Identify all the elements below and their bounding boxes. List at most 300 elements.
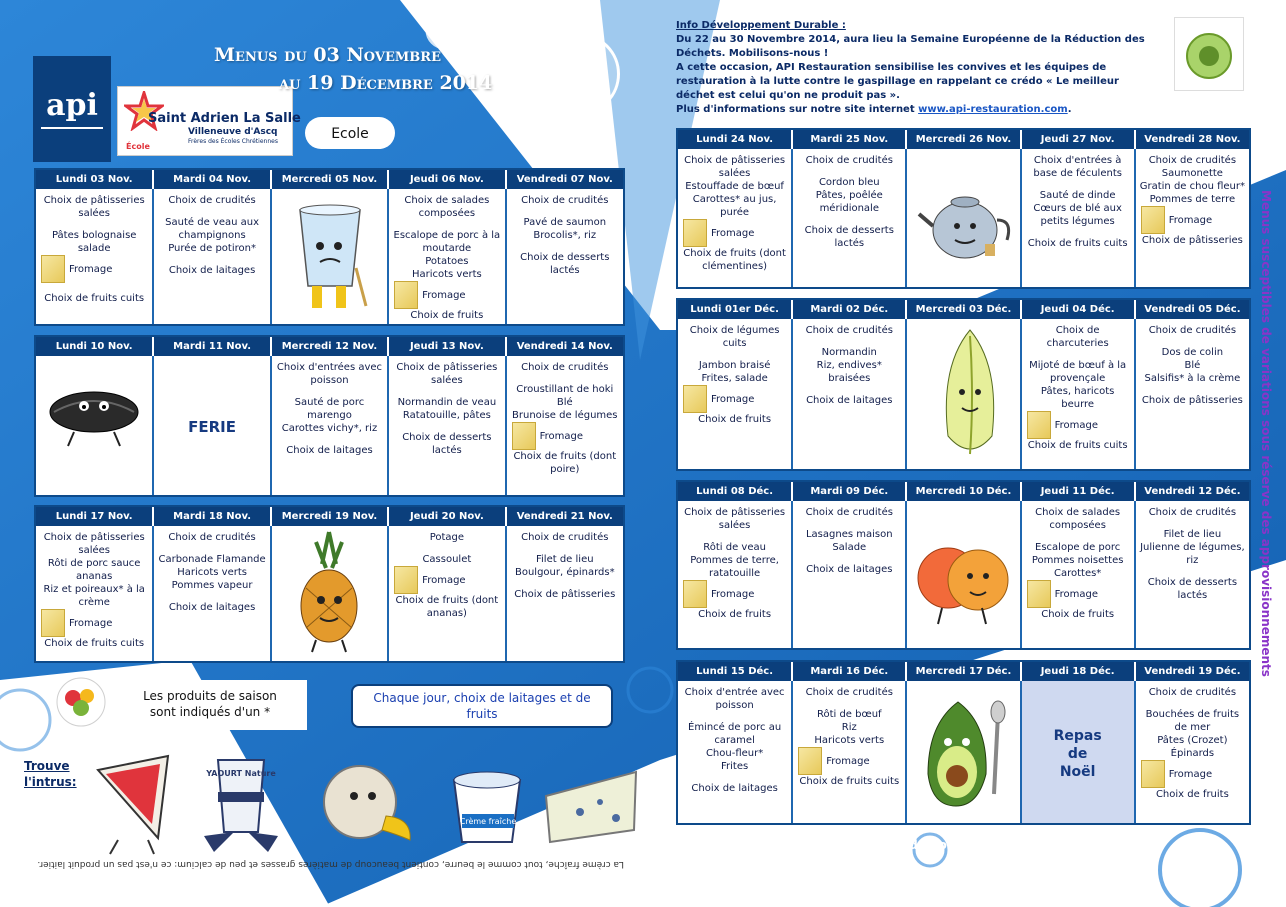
spacer [1139,519,1246,528]
menu-item: Pâtes (Crozet) [1157,735,1228,746]
fromage-line [510,422,620,450]
menu-item: Riz [841,722,857,733]
menu-item: Choix de fruits cuits [44,293,145,304]
menu-item: Choix de pâtisseries [1141,235,1243,246]
vertical-note: Menus susceptibles de variations sous réserve des approvisionnements [1259,190,1273,677]
teapot-icon [915,160,1015,280]
menu-item: Escalope de porc à la moutarde [393,230,501,254]
avocado-icon [918,694,1010,818]
menu-item: Choix d'entrée avec poisson [684,687,785,711]
menu-item: Pâtes, haricots beurre [1040,386,1115,410]
spacer [796,519,902,528]
fromage-label: Fromage [422,289,466,301]
menu-item: Pommes vapeur [171,580,253,591]
menu-item: Choix de crudités [521,195,609,206]
cheese-label-icon [512,422,536,450]
menu-item: Escalope de porc [1035,542,1121,553]
creme-text: Crème fraîche [459,817,517,826]
menu-item: Cordon bleu [818,177,880,188]
menu-item: Épinards [1170,748,1215,759]
menu-item: Blé [556,397,573,408]
menu-item: Choix de laitages [168,602,256,613]
grapefruit-icon [912,530,1012,630]
spacer [1025,180,1131,189]
menu-item: Normandin [821,347,877,358]
day-header: Mardi 16 Déc. [792,662,906,681]
menu-item: Estouffade de bœuf [685,181,784,192]
menu-cell [792,681,906,823]
day-header: Vendredi 12 Déc. [1135,482,1249,501]
menu-item: Choix de crudités [168,532,256,543]
spacer [392,422,501,431]
spacer [392,387,501,396]
menu-cell [153,189,270,324]
seasonal-legend [113,680,307,730]
menu-item: Pavé de saumon [523,217,607,228]
fromage-label: Fromage [422,574,466,586]
menu-item: Choix de fruits (dont clémentines) [683,248,786,272]
day-header: Vendredi 21 Nov. [506,507,623,526]
menu-cell [678,681,792,823]
fromage-label: Fromage [539,430,583,442]
fromage-line [681,219,788,247]
menu-item: Carbonade Flamande [158,554,266,565]
pineapple-icon [286,528,372,656]
spacer [1025,228,1131,237]
day-header: Mardi 09 Déc. [792,482,906,501]
menu-item: Croustillant de hoki [516,384,614,395]
title-line2: au 19 Décembre 2014 [279,72,493,94]
day-header: Mardi 02 Déc. [792,300,906,319]
creme-fraiche-character-icon [436,756,540,856]
menu-item: Choix de fruits (dont ananas) [395,595,499,619]
spacer [796,167,902,176]
menu-item: Potage [429,532,465,543]
menu-cell [678,319,792,469]
day-header: Lundi 03 Nov. [36,170,153,189]
menu-cell [1135,681,1249,823]
day-header: Vendredi 05 Déc. [1135,300,1249,319]
api-logo [33,56,111,162]
fromage-label: Fromage [1168,768,1213,780]
day-header: Jeudi 04 Déc. [1021,300,1135,319]
menu-item: Choix de laitages [691,783,778,794]
day-header: Mercredi 19 Nov. [271,507,388,526]
menu-item: Choix de charcuteries [1046,325,1109,349]
spacer [796,385,902,394]
fromage-label: Fromage [1168,214,1213,226]
cheese-label-icon [683,580,707,608]
menu-cell [36,189,153,324]
spacer [157,544,266,553]
serd-logo [1174,17,1244,91]
ecole-label: Ecole [331,126,369,142]
menu-item: Choix d'entrées à base de féculents [1033,155,1122,179]
day-header: Mercredi 10 Déc. [906,482,1020,501]
intrus-label: Trouve l'intrus: [24,759,77,789]
spacer [681,712,788,721]
menu-cell [506,526,623,661]
menu-item: Gratin de chou fleur* [1139,181,1245,192]
menu-item: Filet de lieu [1163,529,1222,540]
spacer [157,207,266,216]
menu-cell [506,356,623,495]
menu-item: Choix de fruits cuits [1027,440,1128,451]
day-header: Jeudi 13 Nov. [388,337,505,356]
info-block [676,19,1146,117]
fromage-line [392,281,501,309]
fromage-label: Fromage [826,755,870,767]
seasonal-legend-text: Les produits de saison sont indiqués d'un * [143,689,277,719]
day-header: Mercredi 03 Déc. [906,300,1020,319]
cheese-label-icon [1027,411,1051,439]
spacer [157,255,266,264]
menu-item: Carottes vichy*, riz [281,423,378,434]
menu-item: Choix de pâtisseries salées [43,195,145,219]
menu-item: Choix de fruits (dont poire) [513,451,617,475]
fromage-line [392,566,501,594]
fromage-line [681,385,788,413]
spacer [796,554,902,563]
day-header: Jeudi 06 Nov. [388,170,505,189]
school-name: Saint Adrien La Salle [148,111,301,126]
school-sub: Frères des Écoles Chrétiennes [188,138,278,145]
day-header: Mercredi 12 Nov. [271,337,388,356]
day-header: Lundi 17 Nov. [36,507,153,526]
menu-item: Haricots verts [177,567,247,578]
menu-item: Pommes de terre [1149,194,1236,205]
spacer [1139,567,1246,576]
upside-note: La crème fraîche, tout comme le beurre, contient beaucoup de matières grasses et peu de calcium: ce n'est pas un produit laitier. [37,859,624,869]
menu-item: Noël [1059,763,1096,780]
spacer [681,773,788,782]
day-header: Lundi 08 Déc. [678,482,792,501]
day-header: Vendredi 14 Nov. [506,337,623,356]
menu-item: Mijoté de bœuf à la provençale [1029,360,1127,384]
menu-item: Brocolis*, riz [533,230,597,241]
fromage-label: Fromage [1054,419,1098,431]
menu-item: Julienne de légumes, riz [1140,542,1245,566]
day-header: Lundi 24 Nov. [678,130,792,149]
menu-item: Riz et poireaux* à la crème [43,584,145,608]
spacer [510,242,620,251]
menu-item: Choix de desserts lactés [402,432,492,456]
menu-item: Choix de pâtisseries salées [43,532,145,556]
fromage-line [796,747,902,775]
menu-item: Dos de colin [1161,347,1224,358]
fromage-line [1025,580,1131,608]
spacer [510,374,620,383]
day-header: Lundi 01er Déc. [678,300,792,319]
cheese-label-icon [41,255,65,283]
spacer [157,592,266,601]
menu-item: Choix de crudités [1148,155,1237,166]
cheese-label-icon [1141,206,1165,234]
menu-item: Frites, salade [701,373,768,384]
menu-item: Blé [1184,360,1201,371]
menu-item: Choix de desserts lactés [804,225,894,249]
menu-item: Rôti de porc sauce ananas [47,558,141,582]
menu-item: Choix de crudités [805,155,893,166]
menu-item: Choix de desserts lactés [520,252,610,276]
menu-item: Repas [1053,727,1102,744]
day-header: Jeudi 18 Déc. [1021,662,1135,681]
menu-item: Choix de laitages [168,265,256,276]
menu-item: Émincé de porc au caramel [688,722,782,746]
day-header: Mercredi 26 Nov. [906,130,1020,149]
menu-item: Boulgour, épinards* [514,567,615,578]
menu-cell [792,149,906,287]
menu-item: Cœurs de blé aux petits légumes [1033,203,1122,227]
spacer [1139,699,1246,708]
day-header: Mardi 04 Nov. [153,170,270,189]
spacer [510,544,620,553]
menu-item: Choix de fruits cuits [799,776,900,787]
daily-legend-text: Chaque jour, choix de laitages et de fruits [373,691,591,721]
menu-cell [792,501,906,648]
menu-cell [388,356,505,495]
info-more: Plus d'informations sur notre site internet [676,104,915,115]
menu-item: de [1067,745,1088,762]
cheese-label-icon [394,566,418,594]
menu-item: Choix de fruits [1041,609,1115,620]
menu-item: Choix de crudités [1148,507,1237,518]
menu-cell [1021,681,1135,823]
menu-item: Brunoise de légumes [512,410,618,421]
menu-cell [1135,149,1249,287]
menu-item: Choix de crudités [168,195,256,206]
menu-item: Pâtes bolognaise salade [51,230,137,254]
fromage-line [39,609,149,637]
spacer [1139,385,1246,394]
day-header: Mardi 25 Nov. [792,130,906,149]
menu-cell [1021,149,1135,287]
menu-item: Normandin de veau [397,397,497,408]
info-website-link[interactable]: www.api-restauration.com [918,104,1068,115]
day-header: Mercredi 05 Nov. [271,170,388,189]
ecole-pill [305,117,395,149]
yaourt-character-icon [194,752,284,856]
menu-cell [388,526,505,661]
menu-item: Potatoes [425,256,469,267]
menu-item: Chou-fleur* [705,748,764,759]
menu-item: Choix de crudités [1148,687,1237,698]
menu-item: Sauté de veau aux champignons [165,217,259,241]
daily-legend [351,684,613,728]
menu-cell [36,526,153,661]
day-header: Lundi 15 Déc. [678,662,792,681]
menu-cell [678,149,792,287]
menu-item: Salsifis* à la crème [1144,373,1241,384]
menu-item: Choix de pâtisseries [1141,395,1243,406]
menu-item: Carottes* au jus, purée [692,194,777,218]
day-header: Mercredi 17 Déc. [906,662,1020,681]
menu-item: Choix de crudités [805,687,893,698]
day-header: Mardi 18 Nov. [153,507,270,526]
day-header: Vendredi 19 Déc. [1135,662,1249,681]
day-header: Jeudi 11 Déc. [1021,482,1135,501]
menu-item: Choix de fruits [698,414,772,425]
day-header: Vendredi 28 Nov. [1135,130,1249,149]
menu-item: Salade [832,542,867,553]
api-logo-text: api [46,88,98,123]
menu-item: Choix de crudités [521,362,609,373]
spacer [796,337,902,346]
menu-item: Pommes de terre, ratatouille [690,555,779,579]
menu-item: Choix de pâtisseries salées [396,362,498,386]
spacer [392,544,501,553]
spacer [681,532,788,541]
fromage-label: Fromage [1054,588,1098,600]
menu-cell [792,319,906,469]
menu-cell [271,356,388,495]
menu-item: Rôti de bœuf [816,709,882,720]
menu-item: FERIE [188,417,237,436]
spacer [39,220,149,229]
menu-item: Cassoulet [422,554,472,565]
fromage-line [1025,411,1131,439]
menu-cell [678,501,792,648]
menu-item: Choix de laitages [286,445,373,456]
menu-item: Choix de crudités [521,532,609,543]
cheese-label-icon [41,609,65,637]
cheese-label-icon [683,219,707,247]
menu-item: Choix de fruits [410,310,484,321]
menu-cell [1021,319,1135,469]
spacer [392,220,501,229]
fromage-line [1139,760,1246,788]
menu-item: Lasagnes maison [805,529,893,540]
fromage-label: Fromage [711,393,755,405]
fromage-line [39,255,149,283]
menu-cell [388,189,505,324]
menu-item: Frites [720,761,749,772]
menu-item: Choix de crudités [1148,325,1237,336]
menu-item: Choix de pâtisseries salées [684,507,786,531]
menu-item: Saumonette [1161,168,1223,179]
menu-item: Sauté de porc marengo [294,397,365,421]
menu-item: Carottes* [1053,568,1102,579]
info-link-end: . [1067,104,1072,115]
mussel-icon [44,380,144,450]
spacer [796,699,902,708]
spacer [1139,337,1246,346]
fromage-label: Fromage [711,588,755,600]
fromage-line [1139,206,1246,234]
spacer [510,579,620,588]
menu-item: Bouchées de fruits de mer [1145,709,1240,733]
globe-recycle-icon [1175,18,1243,90]
menu-item: Jambon braisé [698,360,771,371]
vertical-note-wrap [1257,190,1273,690]
spacer [39,283,149,292]
menu-item: Rôti de veau [703,542,766,553]
menu-item: Pâtes, poêlée méridionale [815,190,883,214]
menu-item: Choix de salades composées [1035,507,1121,531]
school-city: Villeneuve d'Ascq [188,127,278,137]
bottom-message: API Restauration vous souhaite de bonnes fêtes de fin d'année ! [692,838,1128,852]
cheese-round-character-icon [316,756,420,856]
fromage-label: Fromage [711,227,755,239]
menu-cell [506,189,623,324]
cheese-label-icon [1141,760,1165,788]
fromage-label: Fromage [69,263,113,275]
spacer [275,435,384,444]
pizza-character-icon [88,752,188,856]
menu-item: Ratatouille, pâtes [402,410,491,421]
cheese-label-icon [394,281,418,309]
menu-item: Sauté de dinde [1039,190,1116,201]
info-heading: Info Développement Durable : [676,20,846,31]
info-line-2: A cette occasion, API Restauration sensibilise les convives et les équipes de restauration à la lutte contre le gaspillage en rappelant ce crédo « Le meilleur déchet est celui qu'on ne produit pas ». [676,62,1119,101]
menu-cell [153,526,270,661]
menu-item: Filet de lieu [536,554,594,565]
day-header: Jeudi 27 Nov. [1021,130,1135,149]
school-tag: École [126,142,150,151]
menu-item: Riz, endives* braisées [816,360,882,384]
menu-cell [153,356,270,495]
spacer [681,350,788,359]
cheese-label-icon [683,385,707,413]
menu-item: Choix de crudités [805,507,893,518]
day-header: Mardi 11 Nov. [153,337,270,356]
menu-item: Choix d'entrées avec poisson [276,362,383,386]
menu-cell [1021,501,1135,648]
info-line-1: Du 22 au 30 Novembre 2014, aura lieu la Semaine Européenne de la Réduction des Déchets. Mobilisons-nous ! [676,34,1145,59]
title-line1: Menus du 03 Novembre [214,44,441,66]
menu-item: Choix de légumes cuits [689,325,780,349]
stamp-text: MENU VISÉ ET ADAPTÉ [551,66,607,82]
menu-cell [1135,501,1249,648]
cheese-label-icon [1027,580,1051,608]
menu-item: Choix de fruits cuits [1027,238,1128,249]
menu-item: Choix de fruits [698,609,772,620]
school-logo [117,86,301,156]
spacer [510,207,620,216]
yaourt-text: YAOURT Nature [206,769,276,778]
spacer [1025,532,1131,541]
day-header: Vendredi 07 Nov. [506,170,623,189]
menu-item: Choix de pâtisseries [514,589,616,600]
menu-item: Choix de fruits cuits [44,638,145,649]
menu-item: Haricots verts [411,269,482,280]
menu-item: Purée de potiron* [168,243,256,254]
menu-cell [1135,319,1249,469]
menu-item: Choix de crudités [805,325,893,336]
menu-stamp [538,33,620,115]
menu-item: Choix de laitages [806,564,893,575]
spacer [1025,350,1131,359]
fromage-label: Fromage [69,617,113,629]
cheese-label-icon [798,747,822,775]
day-header: Lundi 10 Nov. [36,337,153,356]
fromage-line [681,580,788,608]
blue-cheese-character-icon [540,766,640,850]
endive-icon [930,326,1010,468]
spacer [275,387,384,396]
menu-item: Choix de desserts lactés [1147,577,1238,601]
menu-item: Choix de laitages [806,395,893,406]
seasonal-products-logo-icon [55,676,107,728]
water-glass-icon [290,198,370,316]
menu-item: Haricots verts [814,735,885,746]
menu-item: Choix de fruits [1155,789,1229,800]
spacer [796,215,902,224]
day-header: Jeudi 20 Nov. [388,507,505,526]
menu-item: Pommes noisettes [1031,555,1124,566]
menu-item: Choix de pâtisseries salées [684,155,786,179]
menu-item: Choix de salades composées [404,195,490,219]
